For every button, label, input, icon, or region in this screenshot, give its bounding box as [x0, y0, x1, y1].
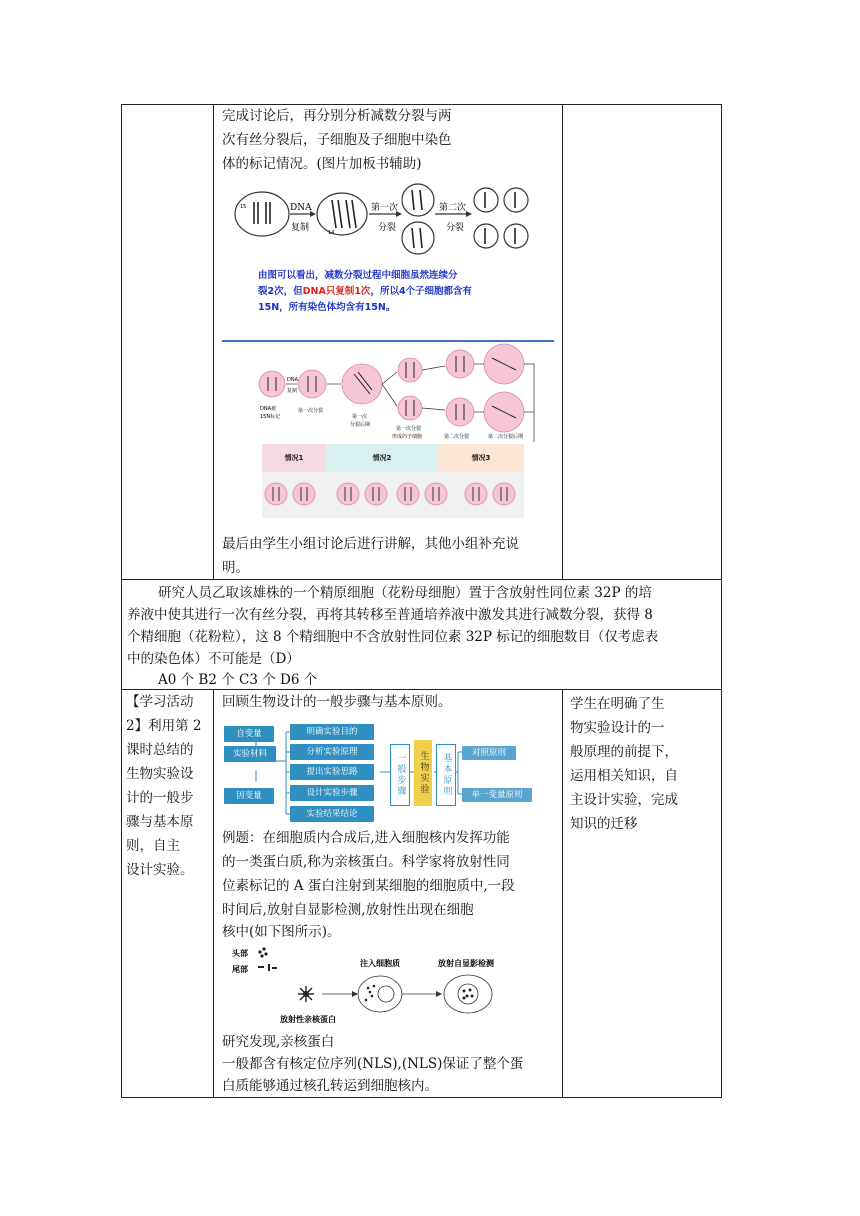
fig2-cap-daughter2: 形成的子细胞	[392, 434, 423, 440]
research-line: 一般都含有核定位序列(NLS),(NLS)保证了整个蛋	[222, 1056, 524, 1072]
flow-independent-var: 自变量	[224, 726, 274, 742]
fig2-cap-left2: 15N标记	[260, 414, 281, 420]
flow-bio-exp	[414, 740, 432, 806]
example-line: 核中(如下图所示)。	[222, 924, 341, 940]
experiment-design-flowchart	[222, 722, 532, 822]
left-line: 【学习活动	[126, 694, 194, 710]
left-line: 则，自主	[126, 838, 180, 854]
meiosis-note	[258, 268, 472, 316]
first-div-label: 第一次	[371, 203, 399, 213]
research-line: 研究发现,亲核蛋白	[222, 1034, 335, 1050]
parent-cell	[235, 192, 289, 236]
labeling-diagram	[222, 342, 554, 442]
flow-basic-principle	[436, 744, 456, 806]
flow-step: 设计实验步骤	[290, 785, 374, 801]
example-line: 的一类蛋白质,称为亲核蛋白。科学家将放射性同	[222, 854, 510, 870]
left-line: 骤与基本原	[126, 814, 194, 830]
cell-second-top	[446, 350, 474, 378]
fig3-tail: 尾部	[232, 965, 248, 974]
flow-step: 提出实验思路	[290, 764, 374, 780]
row2-answer-options: A0 个 B2 个 C3 个 D6 个	[158, 672, 318, 688]
note-l2-red: DNA只复制1次	[302, 286, 371, 297]
meiosis-note-line3: 15N，所有染色体均含有15N。	[258, 302, 396, 313]
flow-step: 实验结果结论	[290, 806, 374, 822]
fig2-cap-late2: 分裂后期	[350, 422, 371, 428]
row2-line: 养液中使其进行一次有丝分裂，再将其转移至普通培养液中激发其进行减数分裂，获得 8	[127, 607, 653, 623]
row2-line: 个精细胞（花粉粒），这 8 个精细胞中不含放射性同位素 32P 标记的细胞数目（仅考虑表	[127, 629, 659, 645]
row3-intro: 回顾生物设计的一般步骤与基本原则。	[222, 694, 452, 710]
label-15-a: 15	[240, 204, 247, 210]
fig2-cap-left1: DNA被	[260, 406, 277, 412]
row3-col-divider-1	[213, 689, 214, 1098]
right-line: 学生在明确了生	[570, 696, 665, 712]
fig2-cap-first: 第一次分裂	[298, 408, 324, 414]
row2-line: 中的染色体）不可能是（D）	[127, 651, 300, 667]
dna-label: DNA	[290, 203, 312, 213]
fig2-cap-second-late: 第二次分裂后期	[488, 434, 524, 440]
meiosis-note-line1: 由图可以看出，减数分裂过程中细胞虽然连续分	[258, 270, 458, 281]
fig2-dna-sub: 复制	[287, 388, 298, 394]
right-line: 般原理的前提下，	[570, 744, 678, 760]
left-line: 设计实验。	[126, 862, 194, 878]
daughter-cell-bottom	[402, 222, 434, 254]
table-border-left	[121, 104, 122, 1098]
flow-principle-single: 单一变量原则	[462, 788, 532, 802]
row1-end-line: 明。	[222, 560, 249, 576]
row3-col-divider-2	[562, 689, 563, 1098]
right-line: 运用相关知识，自	[570, 768, 678, 784]
row-divider-1	[121, 579, 722, 580]
right-line: 主设计实验，完成	[570, 792, 678, 808]
row1-text-line: 完成讨论后，再分别分析减数分裂与两	[222, 108, 452, 124]
row1-col-divider-1	[213, 104, 214, 580]
daughter-cell-top	[402, 184, 434, 216]
case-cells	[262, 472, 524, 518]
table-border-right	[721, 104, 722, 1098]
second-div-sub: 分裂	[446, 223, 465, 233]
meiosis-diagram	[232, 180, 537, 260]
fig3-inject: 注入细胞质	[360, 959, 400, 968]
left-line: 生物实验设	[126, 766, 194, 782]
cell-detected	[444, 975, 492, 1013]
flow-exp-material: 实验材料	[224, 746, 276, 762]
note-l2-b: ，所以4个子细胞都含有	[370, 286, 473, 297]
note-l2-a: 裂2次，但	[258, 286, 303, 297]
cell-injected	[358, 976, 402, 1012]
fig2-cap-late1: 第一次	[352, 414, 368, 420]
left-line: 课时总结的	[126, 742, 194, 758]
fig3-head: 头部	[232, 949, 248, 958]
flow-principle-control: 对照原则	[462, 746, 516, 760]
case1-header: 情况1	[262, 444, 326, 472]
fig3-detect: 放射自显影检测	[438, 959, 494, 968]
fig2-dna: DNA	[287, 377, 299, 383]
fig2-cap-second: 第二次分裂	[444, 434, 470, 440]
cell-second-bottom	[446, 398, 474, 426]
row1-text-line: 体的标记情况。(图片加板书辅助)	[222, 156, 422, 172]
cell-daughter-bottom	[398, 396, 422, 420]
example-line: 时间后,放射自显影检测,放射性出现在细胞	[222, 902, 474, 918]
flow-step: 分析实验原理	[290, 744, 374, 760]
flow-bio-exp-text: 生物实验	[418, 751, 429, 795]
dna-sub: 复制	[291, 223, 310, 233]
flow-basic-principle-text: 基本原则	[441, 753, 452, 797]
left-line: 计的一般步	[126, 790, 194, 806]
gamete-cell-1	[474, 188, 498, 212]
flow-step: 明确实验目的	[290, 724, 374, 740]
right-line: 物实验设计的一	[570, 720, 665, 736]
flow-dependent-var: 因变量	[224, 788, 274, 804]
flow-general-steps-text: 一般步骤	[395, 753, 406, 797]
gamete-cell-4	[504, 224, 528, 248]
research-line: 白质能够通过核孔转运到细胞核内。	[222, 1078, 438, 1094]
right-line: 知识的迁移	[570, 816, 638, 832]
meiosis-note-line2	[258, 284, 472, 300]
left-line: 2】利用第 2	[126, 718, 202, 734]
row1-text-line: 次有丝分裂后，子细胞及子细胞中染色	[222, 132, 452, 148]
example-line: 例题：在细胞质内合成后,进入细胞核内发挥功能	[222, 830, 510, 846]
cell-daughter-top	[398, 358, 422, 382]
case2-header: 情况2	[326, 444, 438, 472]
row1-end-line: 最后由学生小组讨论后进行讲解，其他小组补充说	[222, 536, 519, 552]
gamete-cell-3	[474, 224, 498, 248]
nuclear-protein-figure	[228, 946, 528, 1024]
flow-general-steps	[390, 744, 410, 806]
label-14-a: 14	[328, 230, 335, 236]
gamete-cell-2	[504, 188, 528, 212]
example-line: 位素标记的 A 蛋白注射到某细胞的细胞质中,一段	[222, 878, 515, 894]
cell-initial	[259, 371, 285, 397]
fig2-cap-daughter1: 第一次分裂	[396, 426, 422, 432]
second-div-label: 第二次	[439, 203, 467, 213]
labeling-figure	[222, 340, 554, 522]
row2-line: 研究人员乙取该雄株的一个精原细胞（花粉母细胞）置于含放射性同位素 32P 的培	[158, 585, 652, 601]
case3-header: 情况3	[438, 444, 524, 472]
first-div-sub: 分裂	[378, 223, 397, 233]
replicated-cell	[317, 193, 367, 235]
fig3-protein: 放射性亲核蛋白	[280, 1015, 336, 1024]
row1-col-divider-2	[562, 104, 563, 580]
cell-replicated	[298, 370, 326, 398]
